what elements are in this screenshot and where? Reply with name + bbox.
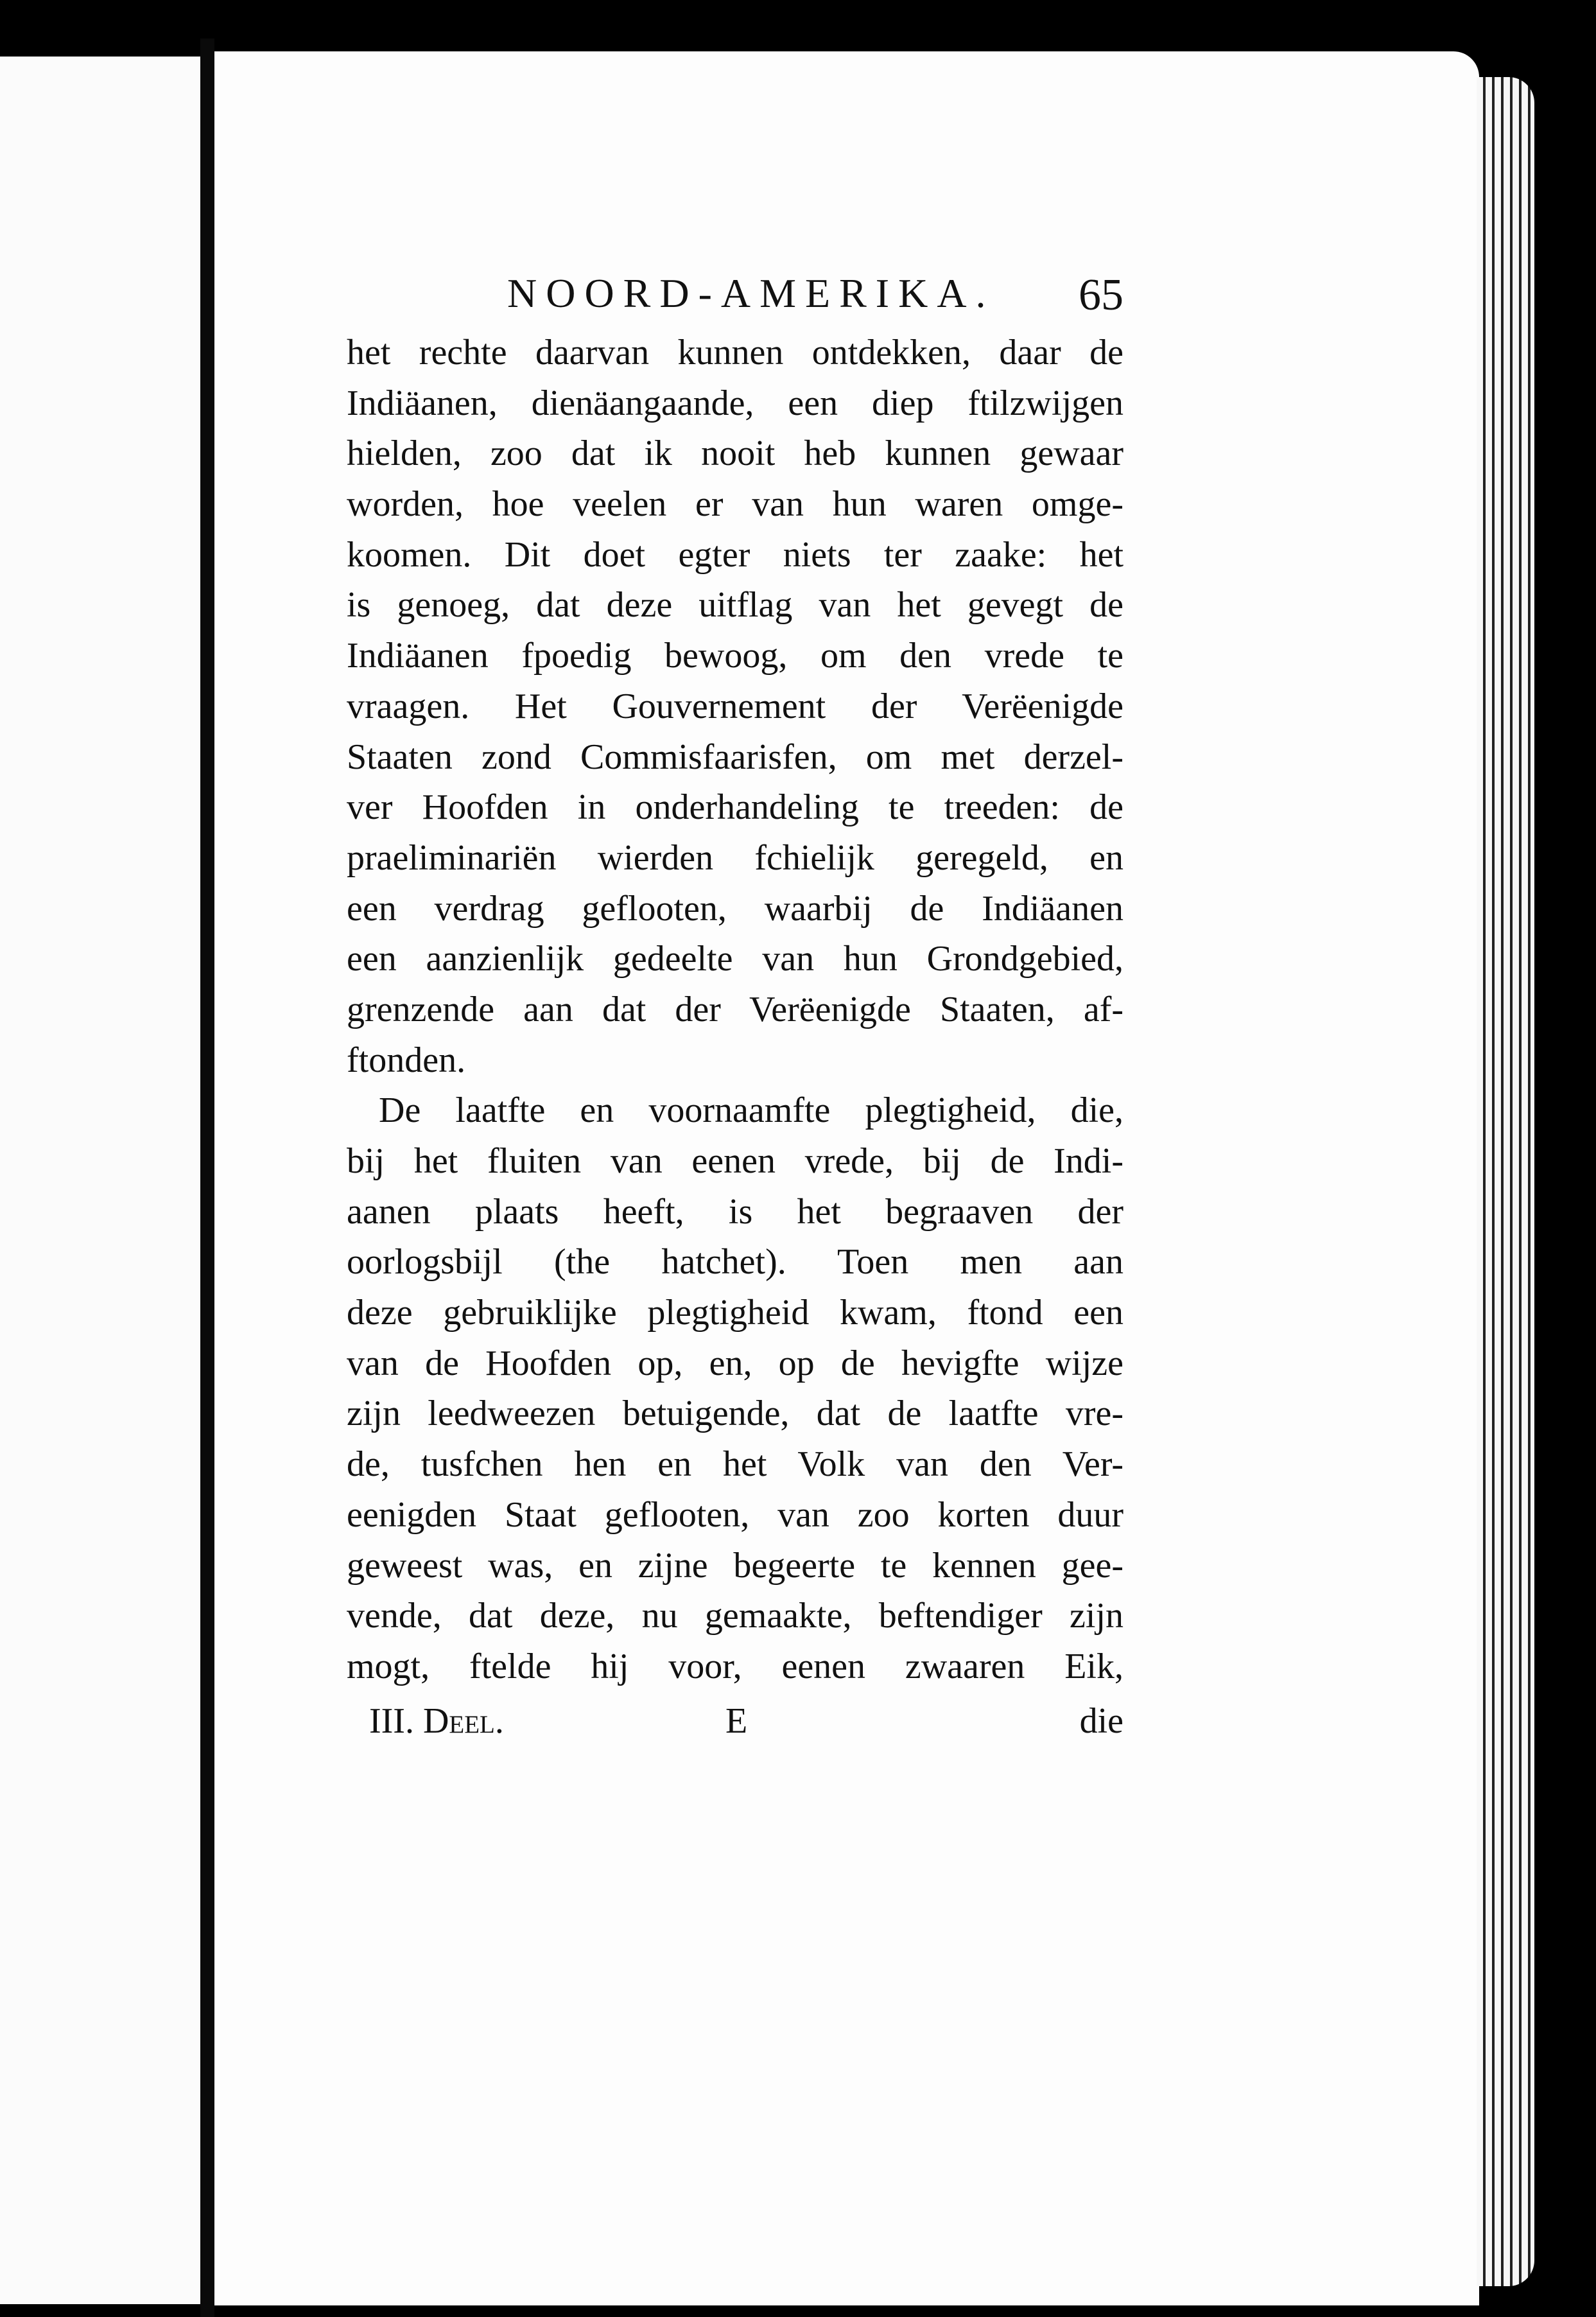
book-gutter [200,39,214,2317]
text-line: hielden, zoo dat ik nooit heb kunnen gewaar [347,433,1123,474]
text-line: praeliminariën wierden fchielijk geregeld, en [347,837,1123,878]
text-line: vende, dat deze, nu gemaakte, beftendiger zijn [347,1596,1123,1636]
text-line: van de Hoofden op, en, op de hevigfte wijze [347,1343,1123,1383]
text-line: bij het fluiten van eenen vrede, bij de Indi- [347,1141,1123,1181]
text-line: aanen plaats heeft, is het begraaven der [347,1191,1123,1232]
page-footer [347,1692,1123,1750]
text-line: ver Hoofden in onderhandeling te treeden: de [347,787,1123,828]
text-line: deze gebruiklijke plegtigheid kwam, ftond een [347,1293,1123,1333]
text-line: zijn leedweezen betuigende, dat de laatfte vre- [347,1394,1123,1434]
text-line: oorlogsbijl (the hatchet). Toen men aan [347,1242,1123,1282]
page-edges [1477,77,1534,2286]
text-line: koomen. Dit doet egter niets ter zaake: het [347,534,1123,575]
page-number: 65 [1079,270,1123,320]
running-head-title: NOORD-AMERIKA. [507,270,995,316]
text-line: Staaten zond Commisfaarisfen, om met derzel- [347,737,1123,777]
text-line: vraagen. Het Gouvernement der Verëenigde [347,686,1123,726]
text-line: een verdrag geflooten, waarbij de Indiäanen [347,888,1123,929]
text-line: eenigden Staat geflooten, van zoo korten duur [347,1494,1123,1535]
volume-label: III. Deel. [369,1701,504,1741]
text-line: worden, hoe veelen er van hun waren omge- [347,484,1123,525]
text-line: Indiäanen, dienäangaande, een diep ftilzwijgen [347,383,1123,423]
text-line: geweest was, en zijne begeerte te kennen gee- [347,1545,1123,1586]
text-line: grenzende aan dat der Verëenigde Staaten, af- [347,989,1123,1029]
running-head [347,257,1123,328]
text-line: mogt, ftelde hij voor, eenen zwaaren Eik, [347,1646,1123,1686]
text-line: een aanzienlijk gedeelte van hun Grondgebied, [347,939,1123,979]
text-line: is genoeg, dat deze uitflag van het gevegt de [347,585,1123,625]
signature-mark: E [725,1701,748,1741]
text-line: De laatfte en voornaamfte plegtigheid, die, [379,1090,1123,1131]
text-line: het rechte daarvan kunnen ontdekken, daar de [347,333,1123,372]
text-line: ftonden. [347,1040,466,1080]
text-line: Indiäanen fpoedig bewoog, om den vrede te [347,636,1123,676]
catchword: die [1079,1701,1123,1741]
page-text-block [347,257,1123,1750]
left-page-fragment [0,57,200,2304]
text-line: de, tusfchen hen en het Volk van den Ver- [347,1444,1123,1485]
